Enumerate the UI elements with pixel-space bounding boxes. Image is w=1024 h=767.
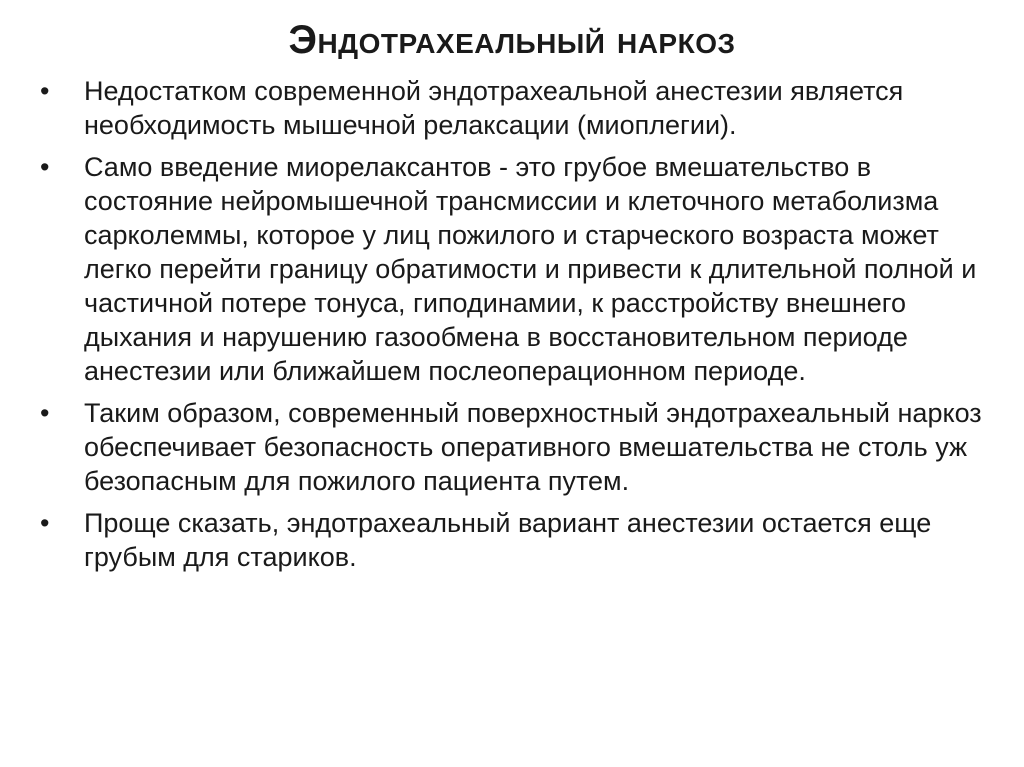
slide-title: Эндотрахеальный наркоз (288, 18, 736, 62)
bullet-marker: • (40, 152, 50, 182)
bullet-marker: • (40, 508, 50, 538)
bullet-text: Недостатком современной эндотрахеальной анестезии является необходимость мышечной релаксации (миоплегии). (84, 76, 904, 140)
bullet-text: Проще сказать, эндотрахеальный вариант анестезии остается еще грубым для стариков. (84, 508, 932, 572)
bullet-text: Само введение миорелаксантов - это грубое вмешательство в состояние нейромышечной трансмиссии и клеточного метаболизма сарколеммы, которое у лиц пожилого и старческого возраста может легко перейти границу обратимости и привести к длительной полной и частичной потере тонуса, гиподинамии, к расстройству внешнего дыхания и нарушению газообмена в восстановительном периоде анестезии или ближайшем послеоперационном периоде. (84, 152, 977, 386)
bullet-item (40, 396, 990, 498)
bullet-item (40, 74, 990, 142)
bullet-list (40, 74, 990, 582)
bullet-item (40, 506, 990, 574)
bullet-text: Таким образом, современный поверхностный эндотрахеальный наркоз обеспечивает безопасность оперативного вмешательства не столь уж безопасным для пожилого пациента путем. (84, 398, 982, 496)
bullet-marker: • (40, 76, 50, 106)
bullet-item (40, 150, 990, 388)
bullet-marker: • (40, 398, 50, 428)
